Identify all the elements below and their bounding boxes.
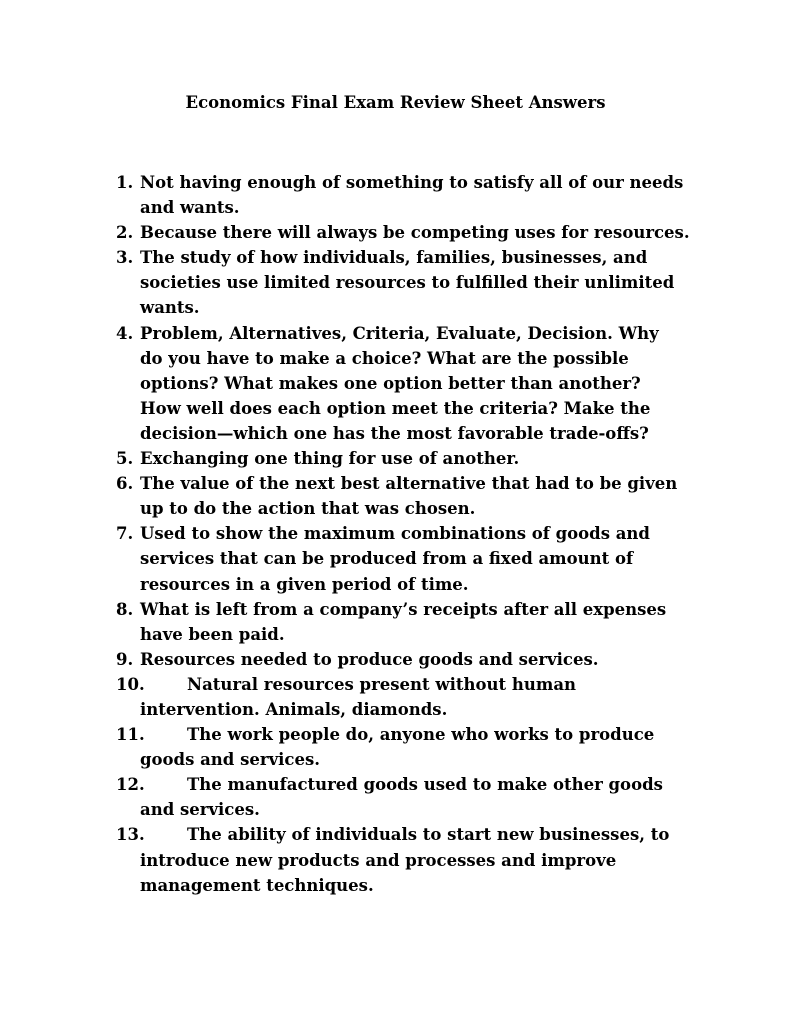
answer-number: 11. (116, 725, 145, 745)
answer-item (116, 772, 716, 822)
answer-text-line: Because there will always be competing uses for resources. (140, 223, 690, 243)
answer-number: 9. (116, 649, 134, 669)
answer-number: 6. (116, 474, 134, 494)
answer-number: 3. (116, 248, 134, 268)
answer-text-line: introduce new products and processes and improve (140, 850, 617, 870)
answer-text-line: services that can be produced from a fixed amount of (140, 549, 634, 569)
answer-number: 12. (116, 775, 145, 795)
answer-text-line: up to do the action that was chosen. (140, 499, 476, 519)
answer-item (116, 597, 716, 647)
answer-text-line: options? What makes one option better than another? (140, 373, 641, 393)
answer-text-line: The work people do, anyone who works to produce (187, 725, 655, 745)
answer-text-line: societies use limited resources to fulfilled their unlimited (140, 273, 675, 293)
answer-text-line: The value of the next best alternative that had to be given (140, 474, 678, 494)
answer-number: 10. (116, 674, 145, 694)
answer-item (116, 521, 716, 596)
answer-text-line: resources in a given period of time. (140, 574, 469, 594)
answer-text-line: Problem, Alternatives, Criteria, Evaluate, Decision. Why (140, 323, 659, 343)
answer-text-line: have been paid. (140, 624, 285, 644)
answer-text-line: management techniques. (140, 875, 374, 895)
answer-number: 13. (116, 825, 145, 845)
answer-item (116, 722, 716, 772)
answer-text-line: How well does each option meet the criteria? Make the (140, 398, 651, 418)
answer-text-line: Not having enough of something to satisfy all of our needs (140, 173, 684, 192)
answer-number: 4. (116, 323, 134, 343)
answer-text-line: Natural resources present without human (187, 674, 577, 694)
answer-number: 7. (116, 524, 134, 544)
answer-text-line: Exchanging one thing for use of another. (140, 449, 520, 469)
answer-number: 8. (116, 599, 134, 619)
answer-text-line: and services. (140, 800, 260, 820)
answer-item (116, 647, 716, 672)
answer-item (116, 220, 716, 245)
answer-text-line: Used to show the maximum combinations of goods and (140, 524, 650, 544)
answer-text-line: What is left from a company’s receipts after all expenses (140, 599, 667, 619)
answer-number: 5. (116, 449, 134, 469)
answer-item (116, 672, 716, 722)
answer-text-line: The study of how individuals, families, businesses, and (140, 248, 648, 268)
answer-number: 1. (116, 173, 134, 192)
answer-text-line: and wants. (140, 198, 240, 218)
answer-text-line: goods and services. (140, 750, 321, 770)
answer-text-line: wants. (140, 298, 200, 318)
answer-item (116, 170, 716, 220)
answer-text-line: The ability of individuals to start new businesses, to (187, 825, 670, 845)
answer-text-line: The manufactured goods used to make other goods (187, 775, 663, 795)
answer-item (116, 471, 716, 521)
answer-number: 2. (116, 223, 134, 243)
document-title: Economics Final Exam Review Sheet Answers (185, 93, 606, 112)
answer-text-line: do you have to make a choice? What are the possible (140, 348, 629, 368)
answer-text-line: Resources needed to produce goods and services. (140, 649, 599, 669)
answer-list (116, 170, 716, 898)
answer-item (116, 245, 716, 320)
answer-item (116, 321, 716, 446)
answer-item (116, 446, 716, 471)
answer-item (116, 822, 716, 897)
answer-text-line: intervention. Animals, diamonds. (140, 699, 448, 719)
answer-text-line: decision—which one has the most favorable trade-offs? (140, 423, 649, 443)
